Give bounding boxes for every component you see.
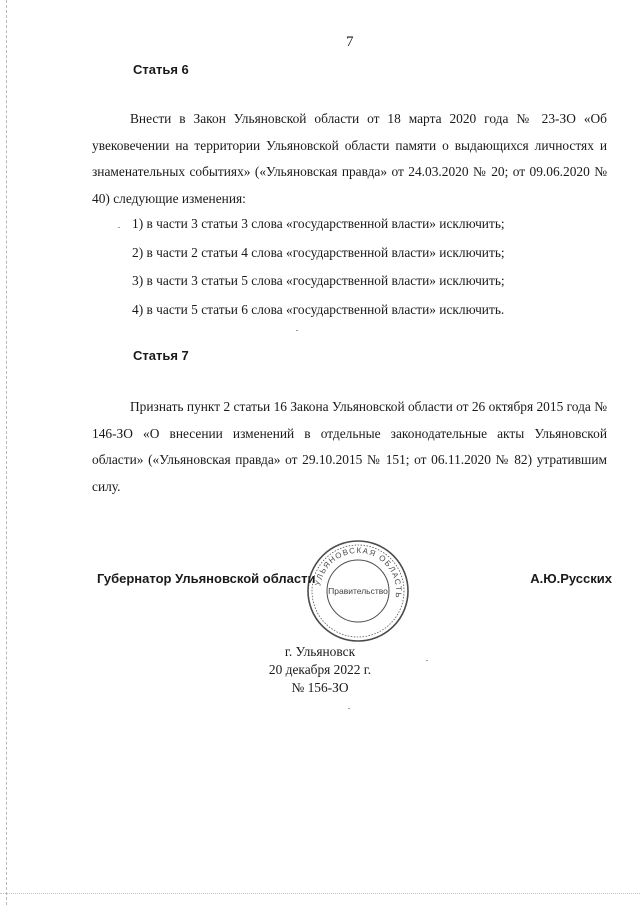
signing-date: 20 декабря 2022 г. — [268, 662, 372, 677]
list-item: 2) в части 2 статьи 4 слова «государственной власти» исключить; — [132, 244, 505, 260]
scan-speck — [118, 227, 120, 228]
scan-edge-left — [6, 0, 7, 905]
list-item: 1) в части 3 статьи 3 слова «государственной власти» исключить; — [132, 216, 505, 231]
seal-ring-text: УЛЬЯНОВСКАЯ ОБЛАСТЬ — [313, 545, 404, 600]
article-7-text: Признать пункт 2 статьи 16 Закона Ульяновской области от 26 октября 2015 года № 146-ЗО «О внесении изменений в отдельные законодательные акты Ульяновской области» («Ульяновская правда» от 29.10.2015 № 151; от 06.11.2020 № 82) утратившим силу. — [92, 399, 607, 494]
scan-speck — [296, 330, 298, 331]
place-of-signing: г. Ульяновск — [284, 644, 356, 659]
scan-edge-bottom — [0, 893, 640, 894]
signatory-position: Губернатор Ульяновской области — [97, 571, 316, 586]
article-6-heading: Статья 6 — [133, 62, 189, 77]
scan-speck — [426, 660, 428, 661]
scan-speck — [348, 708, 350, 709]
article-6-intro: Внести в Закон Ульяновской области от 18 марта 2020 года № 23-ЗО «Об увековечении на территории Ульяновской области памяти о выдающихся личностях и знаменательных событиях» («Ульяновская правда» от 24.03.2020 № 20; от 09.06.2020 № 40) следующие изменения: — [92, 111, 607, 206]
signatory-name: А.Ю.Русских — [530, 571, 612, 586]
official-seal — [303, 536, 413, 646]
list-item: 3) в части 3 статьи 5 слова «государственной власти» исключить; — [132, 273, 505, 288]
list-item: 4) в части 5 статьи 6 слова «государственной власти» исключить. — [132, 301, 505, 317]
law-number: № 156-ЗО — [291, 680, 349, 695]
article-7-heading: Статья 7 — [133, 348, 189, 363]
seal-center-text: Правительство — [328, 586, 388, 596]
page-number: 7 — [346, 34, 354, 50]
article-6-amendments-list — [132, 210, 505, 324]
